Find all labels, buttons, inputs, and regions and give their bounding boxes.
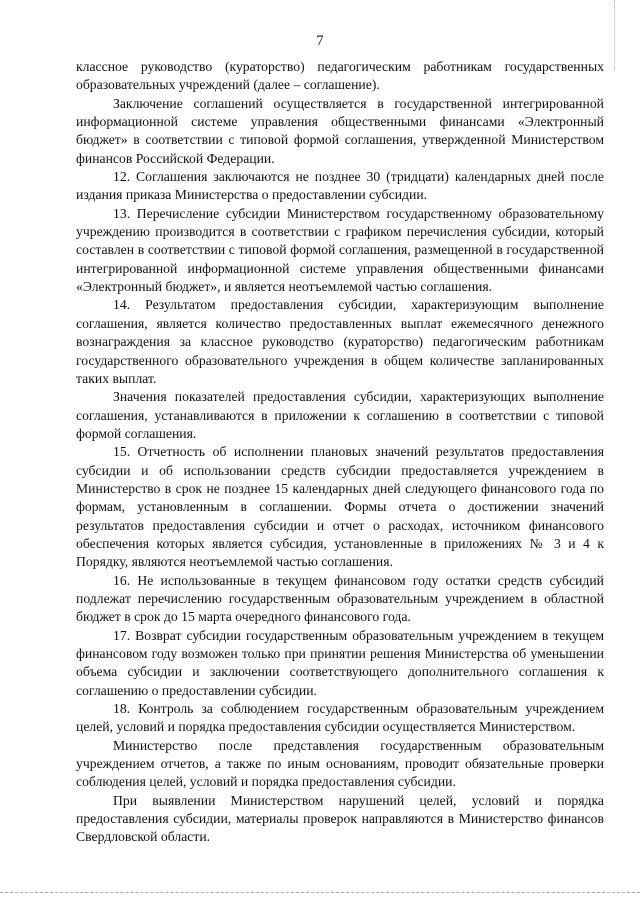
paragraph-clause-12: 12. Соглашения заключаются не позднее 30 (тридцати) календарных дней после издания приказа Министерства о предоставлении субсидии.: [76, 169, 604, 203]
paragraph-clause-16: 16. Не использованные в текущем финансовом году остатки средств субсидий подлежат перечислению государственным образовательным учреждением в областной бюджет в срок до 15 марта очередного финансового года.: [76, 572, 604, 625]
paragraph-continuation: классное руководство (кураторство) педагогическим работникам государственных образовательных учреждений (далее – соглашение).: [76, 59, 604, 93]
page-number: 7: [316, 33, 324, 49]
paragraph-clause-13: 13. Перечисление субсидии Министерством государственному образовательному учреждению производится в соответствии с графиком перечисления субсидии, который составлен в соответствии с типовой формой соглашения, размещенной в государственной интегрированной информационной системе управления общественными финансами «Электронный бюджет», и является неотъемлемой частью соглашения.: [76, 205, 604, 295]
paragraph-clause-14: 14. Результатом предоставления субсидии, характеризующим выполнение соглашения, является количество предоставленных выплат ежемесячного денежного вознаграждения за классное руководство (кураторство) педагогическим работникам государственного образовательного учреждения в общем количестве запланированных таких выплат.: [76, 297, 604, 386]
scan-bottom-edge: [0, 892, 640, 893]
document-body: [76, 58, 604, 847]
paragraph-clause-17: 17. Возврат субсидии государственным образовательным учреждением в текущем финансовом году возможен только при принятии решения Министерства об уменьшении объема субсидии и заключении соответствующего дополнительного соглашения к соглашению о предоставлении субсидии.: [76, 627, 604, 698]
paragraph-clause-15: 15. Отчетность об исполнении плановых значений результатов предоставления субсидии и об использовании средств субсидии предоставляется учреждением в Министерство в срок не позднее 15 календарных дней следующего финансового года по формам, установленным в соглашении. Формы отчета о достижении значений результатов предоставления субсидии и отчет о расходах, источником финансового обеспечения которых является субсидия, установленные в приложениях № 3 и 4 к Порядку, являются неотъемлемой частью соглашения.: [76, 444, 604, 570]
paragraph-indicator-values: Значения показателей предоставления субсидии, характеризующих выполнение соглашения, устанавливаются в приложении к соглашению в соответствии с типовой формой соглашения.: [76, 389, 604, 441]
paragraph-agreement-conclusion: Заключение соглашений осуществляется в государственной интегрированной информационной системе управления общественными финансами «Электронный бюджет» в соответствии с типовой формой соглашения, утвержденной Министерством финансов Российской Федерации.: [76, 95, 604, 166]
scan-edge-mark: [614, 0, 616, 70]
paragraph-inspections: Министерство после представления государственным образовательным учреждением отчетов, а также по иным основаниям, проводит обязательные проверки соблюдения целей, условий и порядка предоставления субсидии.: [76, 737, 604, 790]
paragraph-violations: При выявлении Министерством нарушений целей, условий и порядка предоставления субсидии, материалы проверок направляются в Министерство финансов Свердловской области.: [76, 792, 604, 845]
paragraph-clause-18: 18. Контроль за соблюдением государственным образовательным учреждением целей, условий и порядка предоставления субсидии осуществляется Министерством.: [76, 701, 604, 735]
